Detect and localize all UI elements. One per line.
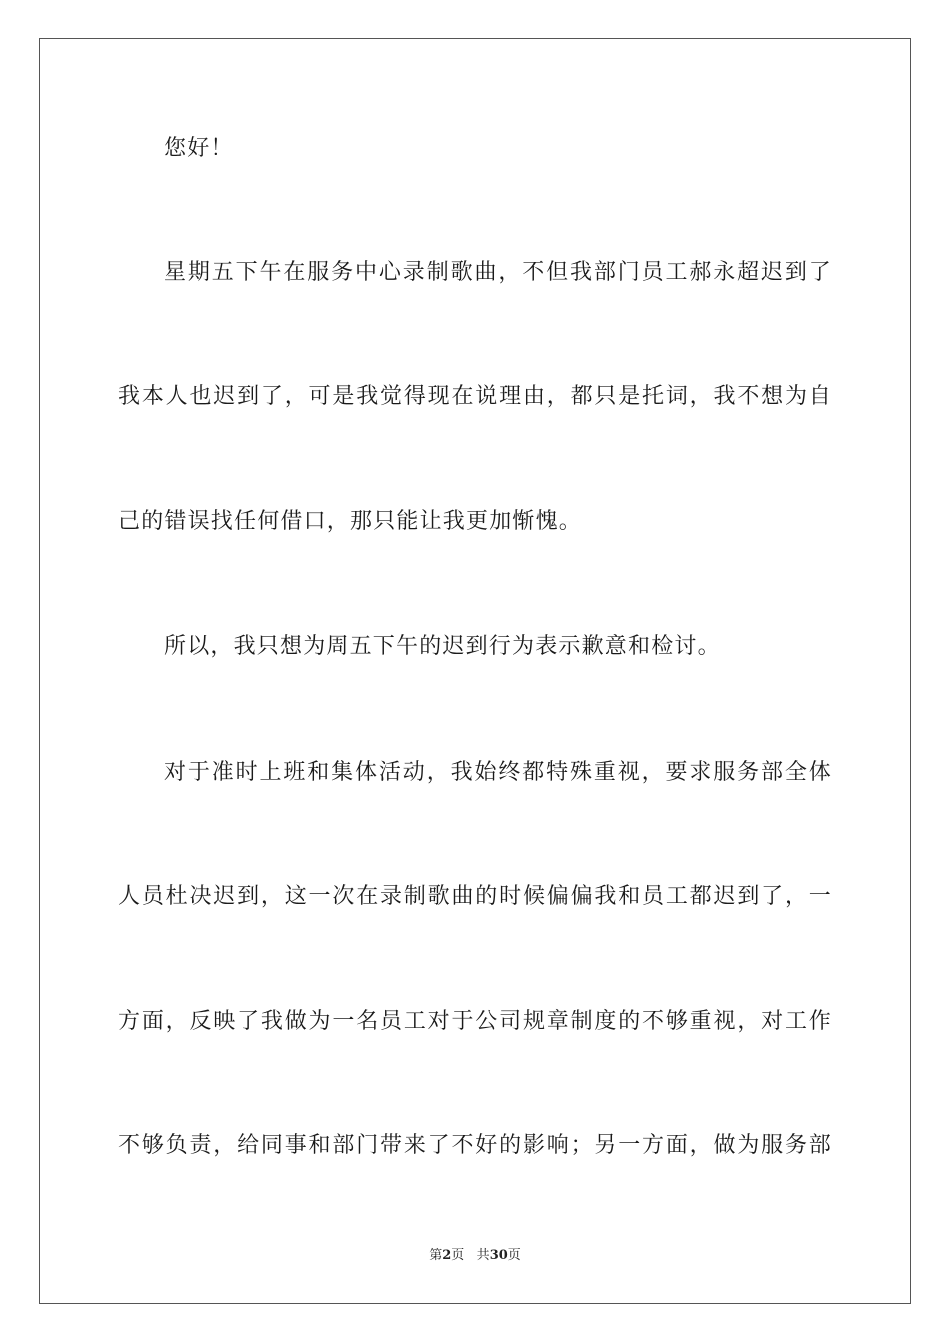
paragraph-line: 人员杜决迟到，这一次在录制歌曲的时候偏偏我和员工都迟到了，一 bbox=[118, 884, 832, 909]
paragraph-line: 星期五下午在服务中心录制歌曲，不但我部门员工郝永超迟到了 bbox=[164, 260, 832, 285]
paragraph-line: 我本人也迟到了，可是我觉得现在说理由，都只是托词，我不想为自 bbox=[118, 384, 832, 409]
page-footer bbox=[0, 1248, 950, 1264]
footer-total-pages: 30 bbox=[489, 1248, 508, 1263]
footer-total-suffix: 页 bbox=[507, 1248, 521, 1263]
paragraph-line: 方面，反映了我做为一名员工对于公司规章制度的不够重视，对工作 bbox=[118, 1009, 832, 1034]
paragraph-line: 对于准时上班和集体活动，我始终都特殊重视，要求服务部全体 bbox=[164, 760, 832, 785]
footer-page-prefix: 第 bbox=[429, 1248, 443, 1263]
page-border bbox=[39, 38, 911, 1304]
footer-page-suffix: 页 bbox=[451, 1248, 465, 1263]
paragraph-line: 所以，我只想为周五下午的迟到行为表示歉意和检讨。 bbox=[164, 634, 721, 659]
paragraph-line: 己的错误找任何借口，那只能让我更加惭愧。 bbox=[118, 509, 583, 534]
greeting: 您好！ bbox=[164, 136, 234, 161]
footer-total-prefix: 共 bbox=[476, 1248, 490, 1263]
paragraph-line: 不够负责，给同事和部门带来了不好的影响；另一方面，做为服务部 bbox=[118, 1133, 832, 1158]
footer-page-number: 2 bbox=[442, 1248, 452, 1263]
